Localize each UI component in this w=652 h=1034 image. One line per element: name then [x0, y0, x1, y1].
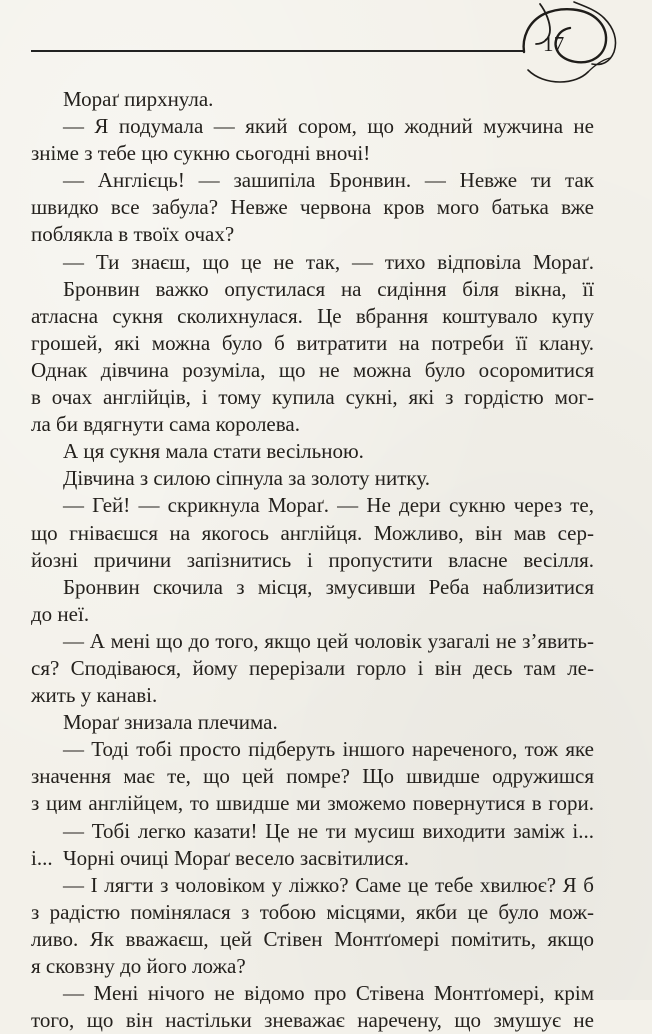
- text-line: жить у канаві.: [31, 683, 158, 708]
- text-line: що гніваєшся на якогось англійця. Можливо, він мав сер-: [31, 520, 594, 545]
- text-line: — Тоді тобі просто підберуть іншого нареченого, тож яке: [63, 737, 594, 762]
- text-line: Мораґ знизала плечима.: [63, 710, 278, 735]
- page-number: 17: [543, 32, 565, 56]
- text-line: А ця сукня мала стати весільною.: [63, 439, 364, 464]
- text-line: до неї.: [31, 601, 90, 626]
- text-line: я сковзну до його ложа?: [31, 954, 246, 978]
- text-line: Бронвин скочила з місця, змусивши Реба наблизитися: [63, 574, 594, 599]
- text-line: поблякла в твоїх очах?: [31, 222, 235, 247]
- text-line: з радістю помінялася з тобою місцями, якби це було мож-: [31, 899, 594, 924]
- text-line: — Гей! — скрикнула Мораґ. — Не дери сукню через те,: [63, 493, 594, 518]
- header-rule: [31, 50, 524, 52]
- body-text: [31, 86, 594, 1034]
- text-line: — Тобі легко казати! Це не ти мусиш виходити заміж і... і...: [31, 818, 594, 870]
- text-line: Чорні очиці Мораґ весело засвітилися.: [63, 845, 409, 870]
- text-line: зніме з тебе цю сукню сьогодні вночі!: [31, 141, 371, 166]
- text-line: з цим англійцем, то швидше ми зможемо повернутися в гори.: [31, 791, 594, 816]
- text-line: Дівчина з силою сіпнула за золоту нитку.: [63, 466, 430, 491]
- text-line: атласна сукня сколихнулася. Це вбрання коштувало купу: [31, 303, 594, 328]
- text-line: ливо. Як вважаєш, цей Стівен Монтґомері помітить, якщо: [31, 926, 594, 951]
- text-line: Однак дівчина розуміла, що не можна було осоромитися: [31, 357, 594, 382]
- text-line: в очах англійців, і тому купила сукні, які з гордістю мог-: [31, 385, 594, 410]
- text-line: — Англієць! — зашипіла Бронвин. — Невже ти так: [63, 168, 594, 193]
- text-line: — Ти знаєш, що це не так, — тихо відповіла Мораґ.: [63, 249, 594, 274]
- text-line: Бронвин важко опустилася на сидіння біля вікна, її: [63, 276, 594, 301]
- text-line: — Мені нічого не відомо про Стівена Монтґомері, крім: [63, 981, 594, 1006]
- text-line: значення має те, що цей помре? Що швидше одружишся: [31, 764, 594, 789]
- text-line: ла би вдягнути сама королева.: [31, 412, 300, 437]
- text-line: грошей, які можна було б витратити на потреби її клану.: [31, 330, 594, 355]
- text-line: — А мені що до того, якщо цей чоловік узагалі не з’явить-: [63, 628, 594, 653]
- text-line: — Я подумала — який сором, що жодний мужчина не: [63, 114, 594, 139]
- text-line: йозні причини запізнитись і пропустити власне весілля.: [31, 547, 594, 572]
- text-line: Мораґ пирхнула.: [63, 87, 214, 111]
- text-line: ся? Сподіваюся, йому перерізали горло і він десь там ле-: [31, 655, 594, 680]
- text-line: того, що він настільки зневажає наречену, що змушує не: [31, 1008, 594, 1033]
- text-line: швидко все забула? Невже червона кров мого батька вже: [31, 195, 594, 220]
- text-line: — І лягти з чоловіком у ліжко? Саме це тебе хвилює? Я б: [63, 872, 594, 897]
